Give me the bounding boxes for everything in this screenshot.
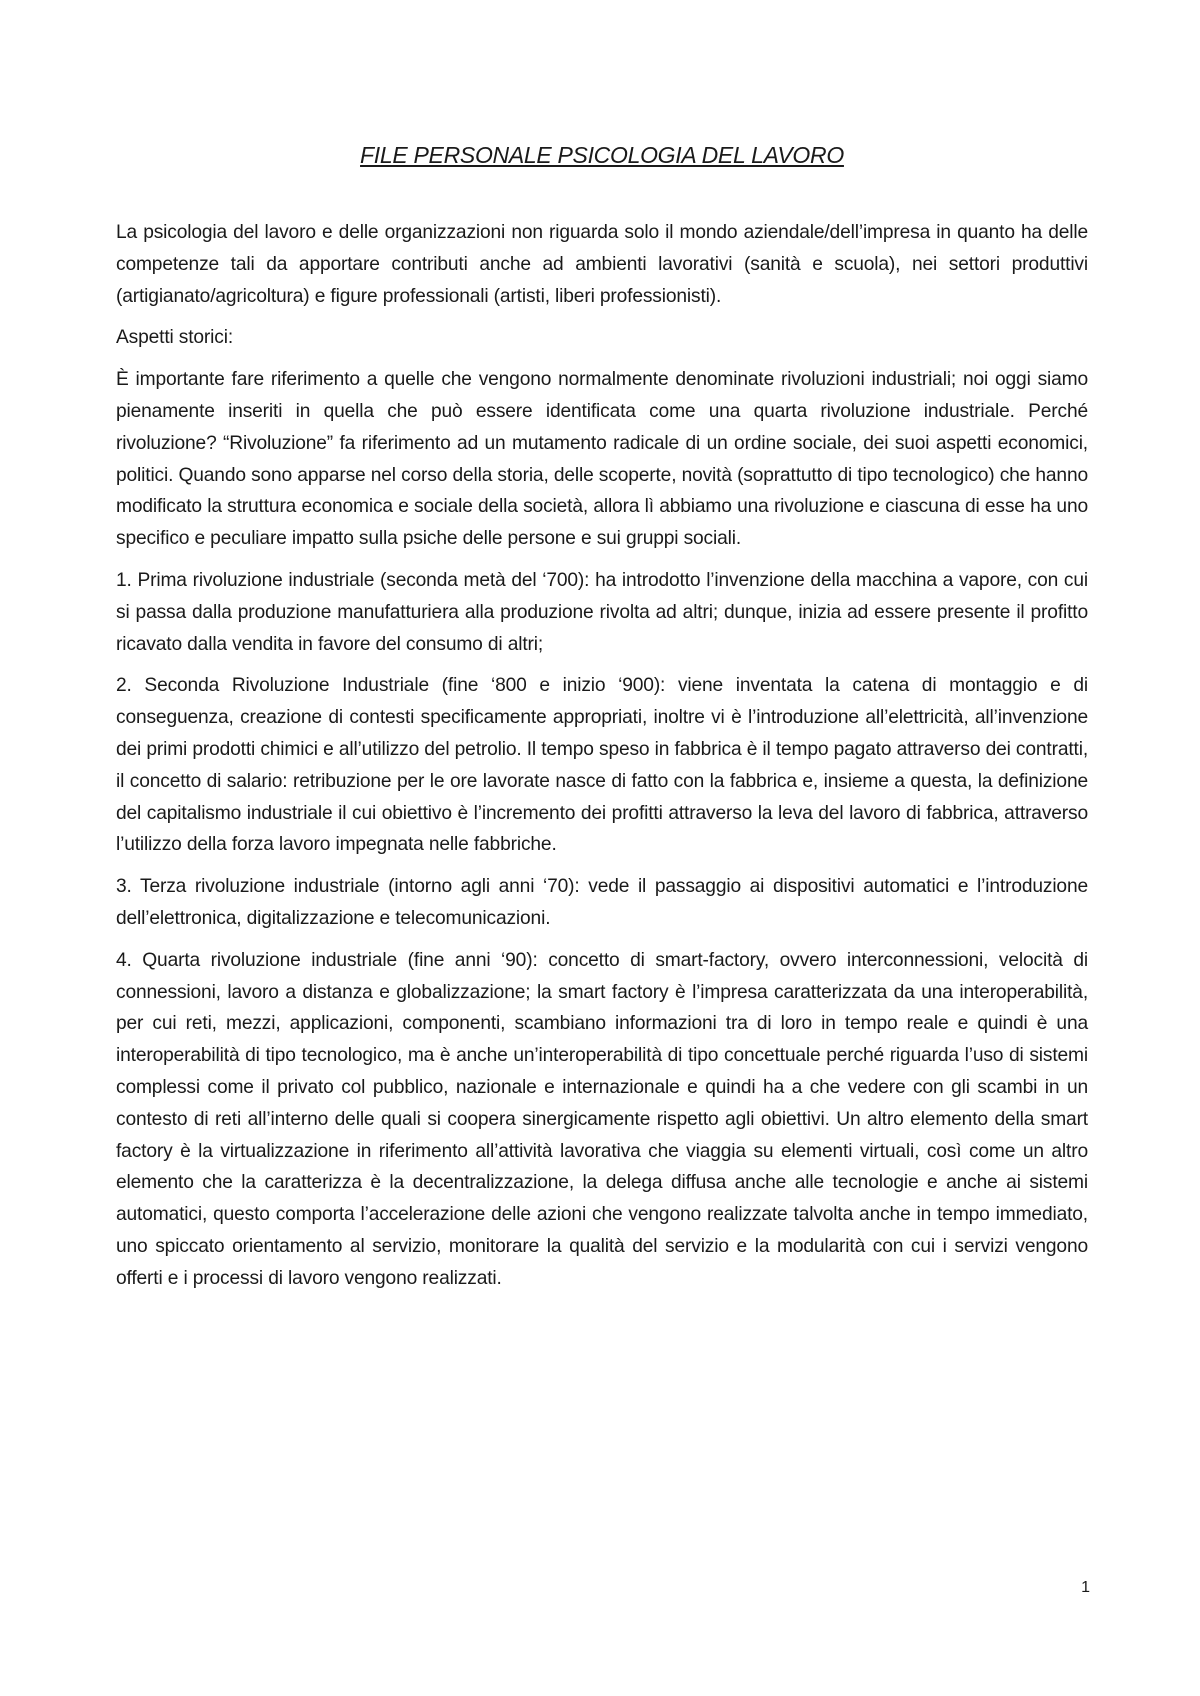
- page-number: 1: [1081, 1579, 1090, 1596]
- document-title: FILE PERSONALE PSICOLOGIA DEL LAVORO: [360, 142, 844, 168]
- intro-paragraph: La psicologia del lavoro e delle organizzazioni non riguarda solo il mondo aziendale/dell’impresa in quanto ha delle competenze tali da apportare contributi anche ad ambienti lavorativi (sanità e scuola), nei settori produttivi (artigianato/agricoltura) e figure professionali (artisti, liberi professionisti).: [116, 222, 1088, 307]
- second-revolution-item: 2. Seconda Rivoluzione Industriale (fine ‘800 e inizio ‘900): viene inventata la catena di montaggio e di conseguenza, creazione di contesti specificamente appropriati, inoltre vi è l’introduzione all’elettricità, all’invenzione dei primi prodotti chimici e all’utilizzo del petrolio. Il tempo speso in fabbrica è il tempo pagato attraverso dei contratti, il concetto di salario: retribuzione per le ore lavorate nasce di fatto con la fabbrica e, insieme a questa, la definizione del capitalismo industriale il cui obiettivo è l’incremento dei profitti attraverso la leva del lavoro di fabbrica, attraverso l’utilizzo della forza lavoro impegnata nelle fabbriche.: [116, 675, 1088, 856]
- fourth-revolution-item: 4. Quarta rivoluzione industriale (fine anni ‘90): concetto di smart-factory, ovvero interconnessioni, velocità di connessioni, lavoro a distanza e globalizzazione; la smart factory è l’impresa caratterizzata da una interoperabilità, per cui reti, mezzi, applicazioni, componenti, scambiano informazioni tra di loro in tempo reale e quindi è una interoperabilità di tipo tecnologico, ma è anche un’interoperabilità di tipo concettuale perché riguarda l’uso di sistemi complessi come il privato col pubblico, nazionale e internazionale e quindi ha a che vedere con gli scambi in un contesto di reti all’interno delle quali si coopera sinergicamente rispetto agli obiettivi. Un altro elemento della smart factory è la virtualizzazione in riferimento all’attività lavorativa che viaggia su elementi virtuali, così come un altro elemento che la caratterizza è la decentralizzazione, la delega diffusa anche alle tecnologie e anche ai sistemi automatici, questo comporta l’accelerazione delle azioni che vengono realizzate talvolta anche in tempo immediato, uno spiccato orientamento al servizio, monitorare la qualità del servizio e la modularità con cui i servizi vengono offerti e i processi di lavoro vengono realizzati.: [116, 949, 1088, 1289]
- third-revolution-item: 3. Terza rivoluzione industriale (intorno agli anni ‘70): vede il passaggio ai dispositivi automatici e l’introduzione dell’elettronica, digitalizzazione e telecomunicazioni.: [116, 876, 1088, 929]
- first-revolution-item: 1. Prima rivoluzione industriale (seconda metà del ‘700): ha introdotto l’invenzione della macchina a vapore, con cui si passa dalla produzione manufatturiera alla produzione rivolta ad altri; dunque, inizia ad essere presente il profitto ricavato dalla vendita in favore del consumo di altri;: [116, 569, 1088, 655]
- industrial-revolutions-paragraph: È importante fare riferimento a quelle che vengono normalmente denominate rivoluzioni industriali; noi oggi siamo pienamente inseriti in quella che può essere identificata come una quarta rivoluzione industriale. Perché rivoluzione? “Rivoluzione” fa riferimento ad un mutamento radicale di un ordine sociale, dei suoi aspetti economici, politici. Quando sono apparse nel corso della storia, delle scoperte, novità (soprattutto di tipo tecnologico) che hanno modificato la struttura economica e sociale della società, allora lì abbiamo una rivoluzione e ciascuna di esse ha uno specifico e peculiare impatto sulla psiche delle persone e sui gruppi sociali.: [116, 369, 1088, 550]
- page-content: [116, 142, 1088, 1305]
- section-heading-historical-aspects: Aspetti storici:: [116, 327, 234, 349]
